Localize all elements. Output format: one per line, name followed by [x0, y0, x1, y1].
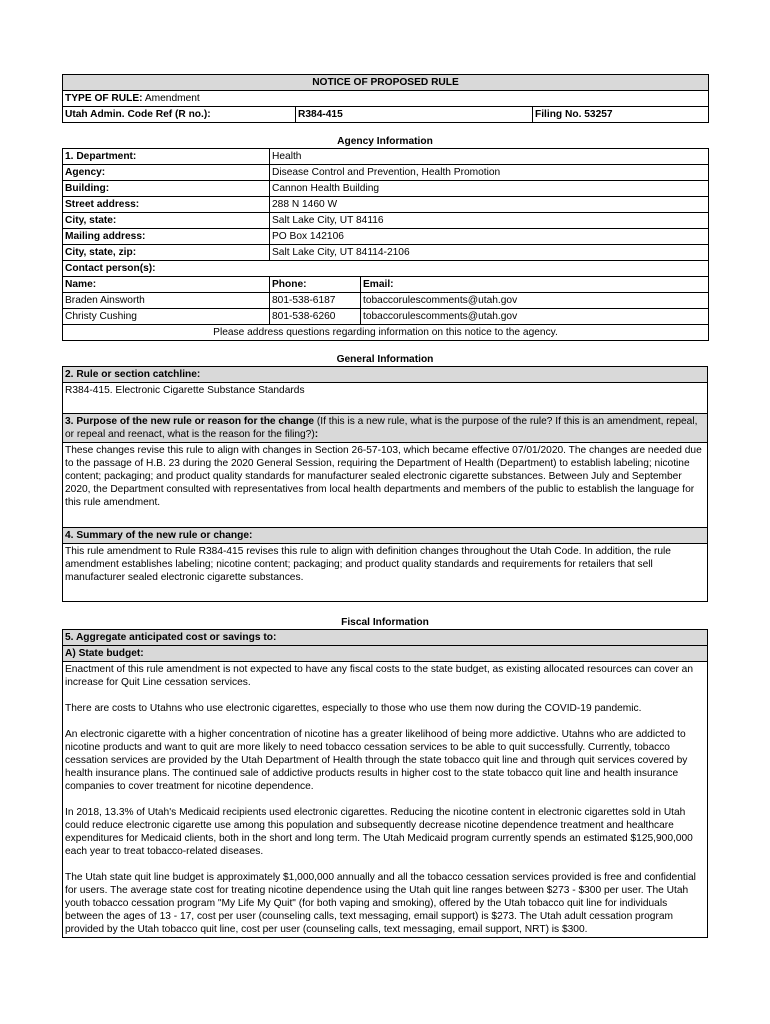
general-section-title: General Information	[336, 354, 434, 365]
purpose-label-colon: :	[314, 429, 319, 440]
agency-row-label: Street address:	[63, 197, 270, 213]
contact-name: Christy Cushing	[63, 309, 270, 325]
contact-email: tobaccorulescomments@utah.gov	[361, 309, 709, 325]
contact-email: tobaccorulescomments@utah.gov	[361, 293, 709, 309]
notice-header-table	[62, 74, 709, 123]
type-of-rule-label: TYPE OF RULE:	[65, 93, 143, 104]
agency-row-value: Salt Lake City, UT 84114-2106	[270, 245, 709, 261]
code-ref-label: Utah Admin. Code Ref (R no.):	[63, 107, 296, 123]
agency-note: Please address questions regarding information on this notice to the agency.	[63, 325, 709, 341]
fiscal-section-title: Fiscal Information	[341, 617, 429, 628]
contact-col-name: Name:	[63, 277, 270, 293]
purpose-label	[62, 414, 708, 443]
contact-row	[63, 309, 709, 325]
purpose-label-rest: (If this is a new rule, what is the purpose of the rule? If this is an amendment, repeal, or repeal and reenact, what is the reason for the filing?)	[65, 416, 698, 440]
code-ref-value: R384-415	[296, 107, 533, 123]
fiscal-paragraph: There are costs to Utahns who use electronic cigarettes, especially to those who use them now during the COVID-19 pandemic.	[65, 703, 642, 714]
contact-col-email: Email:	[361, 277, 709, 293]
notice-title: NOTICE OF PROPOSED RULE	[63, 75, 709, 91]
contact-phone: 801-538-6260	[270, 309, 361, 325]
agency-row-value: Disease Control and Prevention, Health Promotion	[270, 165, 709, 181]
agency-row-label: 1. Department:	[63, 149, 270, 165]
catchline-value: R384-415. Electronic Cigarette Substance Standards	[62, 383, 708, 414]
type-of-rule-value: Amendment	[144, 93, 200, 104]
fiscal-paragraph: The Utah state quit line budget is approximately $1,000,000 annually and all the tobacco cessation services provided is free and confidential for users. The average state cost for treating nicotine dependence using the Utah quit line ranges between $273 - $300 per user. The Utah youth tobacco cessation program "My Life My Quit" (for both vaping and smoking), offered by the Utah tobacco quit line for individuals between the ages of 13 - 17, cost per user (counseling calls, text messaging, email support) is $273. The Utah adult cessation program provided by the Utah tobacco quit line, cost per user (counseling calls, text messaging, email support, NRT) is $300.	[65, 872, 696, 935]
fiscal-paragraph: Enactment of this rule amendment is not expected to have any fiscal costs to the state budget, as existing allocated resources can cover an increase for Quit Line cessation services.	[65, 664, 694, 688]
summary-value: This rule amendment to Rule R384-415 revises this rule to align with definition changes throughout the Utah Code. In addition, the rule amendment establishes labeling; nicotine content; packaging; and product quality standards and requirements for retailers that sell manufacturer sealed electronic cigarette substances.	[62, 544, 708, 602]
filing-number: Filing No. 53257	[533, 107, 709, 123]
agency-row-value: Health	[270, 149, 709, 165]
aggregate-cost-label: 5. Aggregate anticipated cost or savings to:	[62, 629, 708, 646]
contact-name: Braden Ainsworth	[63, 293, 270, 309]
agency-row-label: Agency:	[63, 165, 270, 181]
catchline-label: 2. Rule or section catchline:	[62, 366, 708, 383]
agency-row-label: Mailing address:	[63, 229, 270, 245]
contact-col-phone: Phone:	[270, 277, 361, 293]
agency-row-value: PO Box 142106	[270, 229, 709, 245]
fiscal-paragraph: An electronic cigarette with a higher concentration of nicotine has a greater likelihood of being more addictive. Utahns who are addicted to nicotine products and want to quit are more likely to need tobacco cessation services to be able to quit successfully. Currently, tobacco cessation services are provided by the Utah Department of Health through the state tobacco quit line and through quit services covered by health insurance plans. The continued sale of addictive products results in higher cost to the state tobacco quit line and health insurance companies to cover treatment for nicotine dependence.	[65, 729, 688, 792]
agency-table	[62, 148, 709, 341]
agency-row-value: 288 N 1460 W	[270, 197, 709, 213]
state-budget-label: A) State budget:	[62, 646, 708, 662]
purpose-value: These changes revise this rule to align with changes in Section 26-57-103, which became effective 07/01/2020. The changes are needed due to the passage of H.B. 23 during the 2020 General Session, requiring the Department of Health (Department) to establish labeling; nicotine content; packaging; and product quality standards for manufacturer sealed electronic cigarette substances. Between July and September 2020, the Department consulted with representatives from local health departments and members of the public to establish the language for this rule amendment.	[62, 443, 708, 528]
contact-persons-label: Contact person(s):	[63, 261, 709, 277]
notice-page	[62, 74, 708, 938]
agency-row-value: Cannon Health Building	[270, 181, 709, 197]
agency-section-title: Agency Information	[337, 136, 433, 147]
state-budget-content	[62, 662, 708, 938]
contact-phone: 801-538-6187	[270, 293, 361, 309]
agency-row-label: Building:	[63, 181, 270, 197]
agency-row-label: City, state, zip:	[63, 245, 270, 261]
purpose-label-bold: 3. Purpose of the new rule or reason for the change	[65, 416, 315, 427]
type-of-rule	[63, 91, 709, 107]
agency-row-value: Salt Lake City, UT 84116	[270, 213, 709, 229]
agency-row-label: City, state:	[63, 213, 270, 229]
contact-row	[63, 293, 709, 309]
fiscal-paragraph: In 2018, 13.3% of Utah's Medicaid recipients used electronic cigarettes. Reducing the nicotine content in electronic cigarettes sold in Utah could reduce electronic cigarette use among this population and subsequently decrease nicotine dependence treatment and healthcare expenditures for Medicaid clients, both in the short and long term. The Utah Medicaid program currently spends an estimated $125,900,000 each year to treat tobacco-related diseases.	[65, 807, 693, 857]
summary-label: 4. Summary of the new rule or change:	[62, 528, 708, 544]
